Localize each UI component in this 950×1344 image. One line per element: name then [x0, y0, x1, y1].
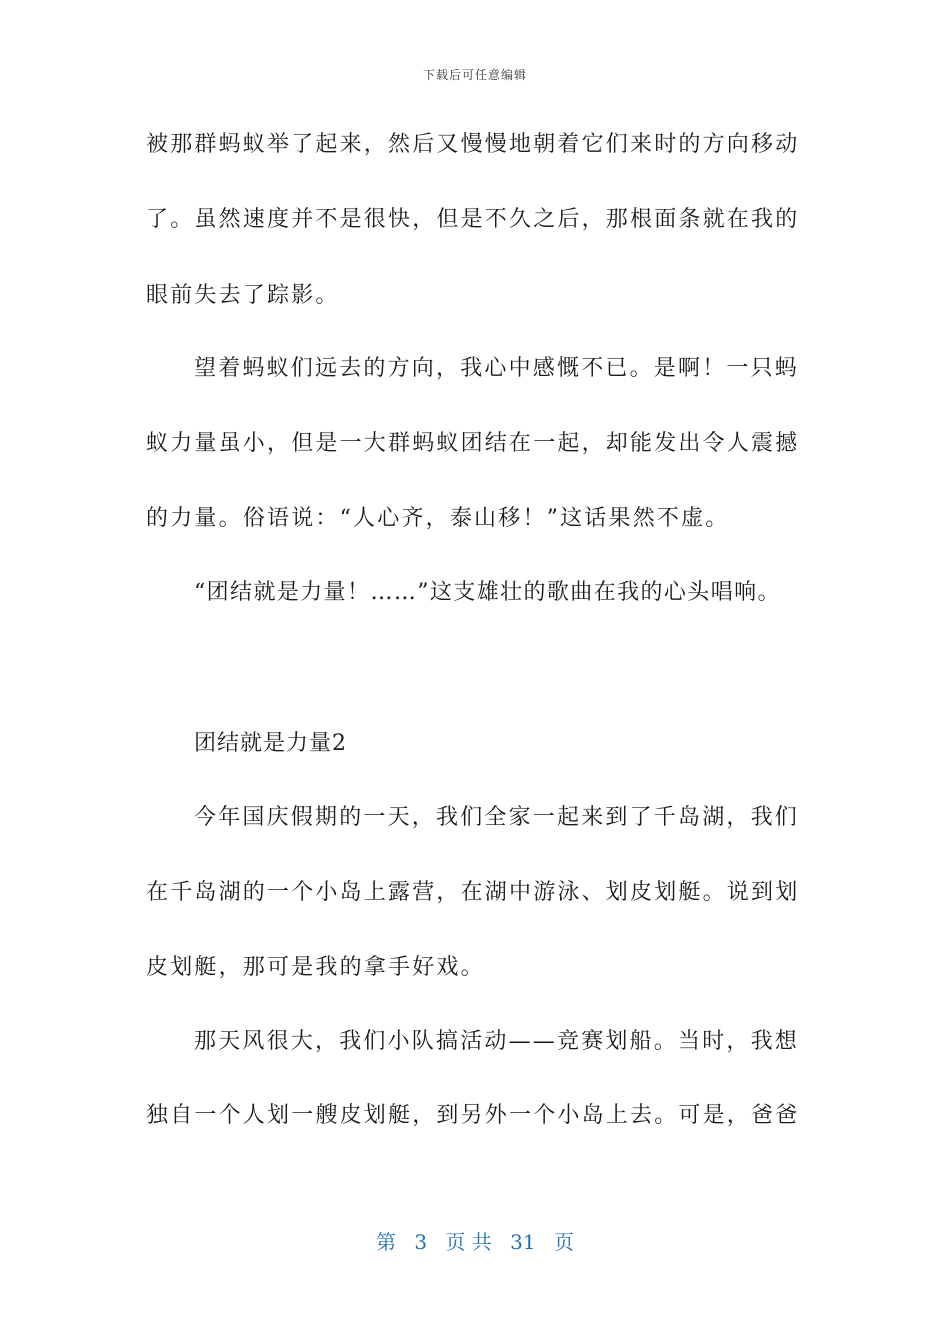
- footer-suffix: 页: [553, 1230, 574, 1254]
- footer-total-pages: 31: [510, 1230, 536, 1254]
- body-line: 在千岛湖的一个小岛上露营，在湖中游泳、划皮划艇。说到划: [146, 880, 800, 905]
- body-line: 眼前失去了踪影。: [146, 283, 340, 308]
- body-line: 独自一个人划一艘皮划艇，到另外一个小岛上去。可是，爸爸: [146, 1103, 800, 1128]
- body-line: 那天风很大，我们小队搞活动——竞赛划船。当时，我想: [194, 1029, 800, 1054]
- footer-current-page: 3: [414, 1230, 428, 1254]
- body-line: 今年国庆假期的一天，我们全家一起来到了千岛湖，我们: [194, 805, 800, 830]
- body-line: 望着蚂蚁们远去的方向，我心中感慨不已。是啊！一只蚂: [194, 356, 800, 381]
- body-line: “团结就是力量！……”这支雄壮的歌曲在我的心头唱响。: [194, 580, 781, 605]
- page-footer: [0, 1226, 950, 1255]
- page-header: 下载后可任意编辑: [422, 68, 527, 82]
- body-line: 被那群蚂蚁举了起来，然后又慢慢地朝着它们来时的方向移动: [146, 132, 800, 157]
- footer-mid: 页 共: [445, 1230, 492, 1254]
- body-line: 皮划艇，那可是我的拿手好戏。: [146, 955, 485, 980]
- footer-prefix: 第: [376, 1230, 396, 1254]
- body-line: 了。虽然速度并不是很快，但是不久之后，那根面条就在我的: [146, 207, 800, 232]
- section-title: 团结就是力量2: [194, 731, 347, 756]
- body-line: 蚁力量虽小，但是一大群蚂蚁团结在一起，却能发出令人震撼: [146, 431, 800, 456]
- body-line: 的力量。俗语说：“人心齐，泰山移！”这话果然不虚。: [146, 506, 730, 531]
